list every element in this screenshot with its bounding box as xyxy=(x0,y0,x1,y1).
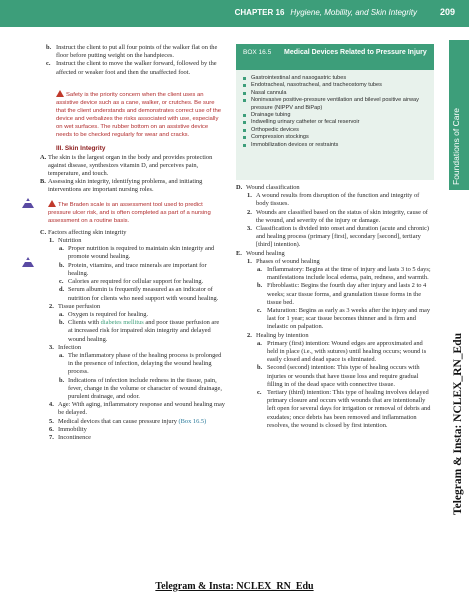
list-item: 2. Wounds are classified based on the status of skin integrity, cause of the wound, and severity of the injury or damage. xyxy=(247,208,428,224)
list-item: 7. Incontinence xyxy=(49,433,92,441)
list-item: 4. Age: With aging, inflammatory response and wound healing may be delayed. xyxy=(49,401,225,417)
section-side-tab xyxy=(449,40,469,190)
header-chapter-title xyxy=(235,8,417,17)
right-column xyxy=(236,184,432,430)
list-item: d. Serum albumin is frequently measured as an indicator of nutrition for clients who need support with wound healing. xyxy=(59,286,219,302)
list-item: c. Tertiary (third) intention: This type of healing involves delayed primary closure and occurs with wounds that are intentionally left open for several days for irrigation or removal of debris and exudates; once debris has been removed and inflammation resolves, the wound is closed by first intention. xyxy=(257,389,431,429)
list-item: 1. Phases of wound healing xyxy=(247,257,320,265)
list-item: Orthopedic devices xyxy=(243,127,431,134)
list-item: Noninvasive positive-pressure ventilation and bilevel positive airway pressure (NIPPV and BiPap) xyxy=(243,97,431,112)
chapter-number: CHAPTER 16 xyxy=(234,8,285,17)
list-item: b. Clients with diabetes mellitus and poor tissue perfusion are at increased risk for impaired skin integrity and delayed wound healing. xyxy=(59,319,220,343)
list-item: 1. Nutrition xyxy=(49,237,82,245)
list-item: E. Wound healing xyxy=(236,249,285,257)
list-item: b. Protein, vitamins, and trace minerals are important for healing. xyxy=(59,261,207,277)
list-item: c. Maturation: Begins as early as 3 weeks after the injury and may last for 1 year; scar tissue becomes thinner and is firm and inelastic on palpation. xyxy=(257,307,431,331)
list-item: a. Proper nutrition is required to maintain skin integrity and promote wound healing. xyxy=(59,245,215,261)
list-item: b. Instruct the client to put all four points of the walker flat on the floor before putting weight on the handpieces. xyxy=(46,44,218,60)
list-item: Endotracheal, nasotracheal, and tracheostomy tubes xyxy=(243,82,431,89)
list-item: c. Instruct the client to move the walker forward, followed by the affected or weaker foot and then the unaffected foot. xyxy=(46,60,217,76)
list-item: 3. Classification is divided into onset and duration (acute and chronic) and healing process (primary [first], secondary [second], tertiary [third] intention). xyxy=(247,225,430,249)
watermark-side: Telegram & Insta: NCLEX_RN_Edu xyxy=(452,333,464,515)
box-title: Medical Devices Related to Pressure Injury xyxy=(284,49,427,56)
list-item: a. Oxygen is required for healing. xyxy=(59,310,149,318)
chapter-title: Hygiene, Mobility, and Skin Integrity xyxy=(290,8,417,17)
priority-marker-icon xyxy=(22,198,34,208)
list-item: c. Calories are required for cellular support for healing. xyxy=(59,278,204,286)
list-item: B. Assessing skin integrity, identifying problems, and initiating interventions are important nursing roles. xyxy=(40,178,203,194)
list-item: a. The inflammatory phase of the healing process is prolonged in the presence of infection, delaying the wound healing process. xyxy=(59,351,222,376)
box-header xyxy=(236,44,434,70)
list-item: 6. Immobility xyxy=(49,425,87,433)
list-item: 3. Infection xyxy=(49,343,82,351)
list-item: D. Wound classification xyxy=(236,184,300,191)
list-item: Gastrointestinal and nasogastric tubes xyxy=(243,75,431,82)
list-item: C. Factors affecting skin integrity xyxy=(40,228,127,236)
priority-warning: Safety is the priority concern when the client uses an assistive device such as a cane, walker, or crutches. Be sure that the client understands and demonstrates correct use of the device and verbalizes the risks associated with use, especially on wet surfaces. The rubber bottom on an assistive device needs to be checked regularly for wear and cracks. xyxy=(56,91,222,139)
list-item: Immobilization devices or restraints xyxy=(243,142,431,149)
warning-icon xyxy=(48,200,56,207)
list-item: Drainage tubing xyxy=(243,112,431,119)
warning-icon xyxy=(56,90,64,97)
list-item: Compression stockings xyxy=(243,134,431,141)
box-reference-link[interactable]: (Box 16.5) xyxy=(178,417,207,425)
list-item: Nasal cannula xyxy=(243,90,431,97)
left-column xyxy=(40,44,225,442)
priority-marker-icon xyxy=(22,257,34,267)
page-number: 209 xyxy=(439,7,455,17)
list-item: b. Fibroblastic: Begins the fourth day after injury and lasts 2 to 4 weeks; scar tissue forms, and granulation tissue forms in the tissue bed. xyxy=(257,282,427,306)
box-16-5 xyxy=(236,44,434,180)
page-header xyxy=(0,0,469,27)
list-item: a. Inflammatory: Begins at the time of injury and lasts 3 to 5 days; manifestations include local edema, pain, redness, and warmth. xyxy=(257,266,431,282)
watermark-bottom: Telegram & Insta: NCLEX_RN_Edu xyxy=(155,581,314,592)
list-item: a. Primary (first) intention: Wound edges are approximated and held in place (i.e., with sutures) until healing occurs; wound is easily closed and dead space is eliminated. xyxy=(257,339,427,364)
list-item: 5. Medical devices that can cause pressure injury (Box 16.5) xyxy=(49,417,207,425)
diabetes-link[interactable]: diabetes mellitus xyxy=(100,319,144,327)
list-item: A. The skin is the largest organ in the body and provides protection against disease, synthesizes vitamin D, and perceives pain, temperature, and touch. xyxy=(40,153,213,177)
list-item: b. Indications of infection include redness in the tissue, pain, fever, change in the volume or character of wound drainage, purulent drainage, and odor. xyxy=(59,376,222,400)
list-item: Indwelling urinary catheter or fecal reservoir xyxy=(243,119,431,126)
braden-warning: The Braden scale is an assessment tool used to predict pressure ulcer risk, and is often completed as part of a nursing assessment on a routine basis. xyxy=(48,201,211,224)
list-item: 2. Healing by intention xyxy=(247,331,309,339)
side-tab-label: Foundations of Care xyxy=(451,107,461,185)
list-item: 1. A wound results from disruption of the function and integrity of body tissues. xyxy=(247,192,420,208)
list-item: 2. Tissue perfusion xyxy=(49,302,101,310)
box-list xyxy=(243,75,431,149)
box-number: BOX 16.5 xyxy=(243,49,272,56)
section-heading: III. Skin Integrity xyxy=(56,145,106,153)
list-item: b. Second (second) intention: This type of healing occurs with injuries or wounds that have tissue loss and require gradual filling in of the dead space with connective tissue. xyxy=(257,364,420,388)
